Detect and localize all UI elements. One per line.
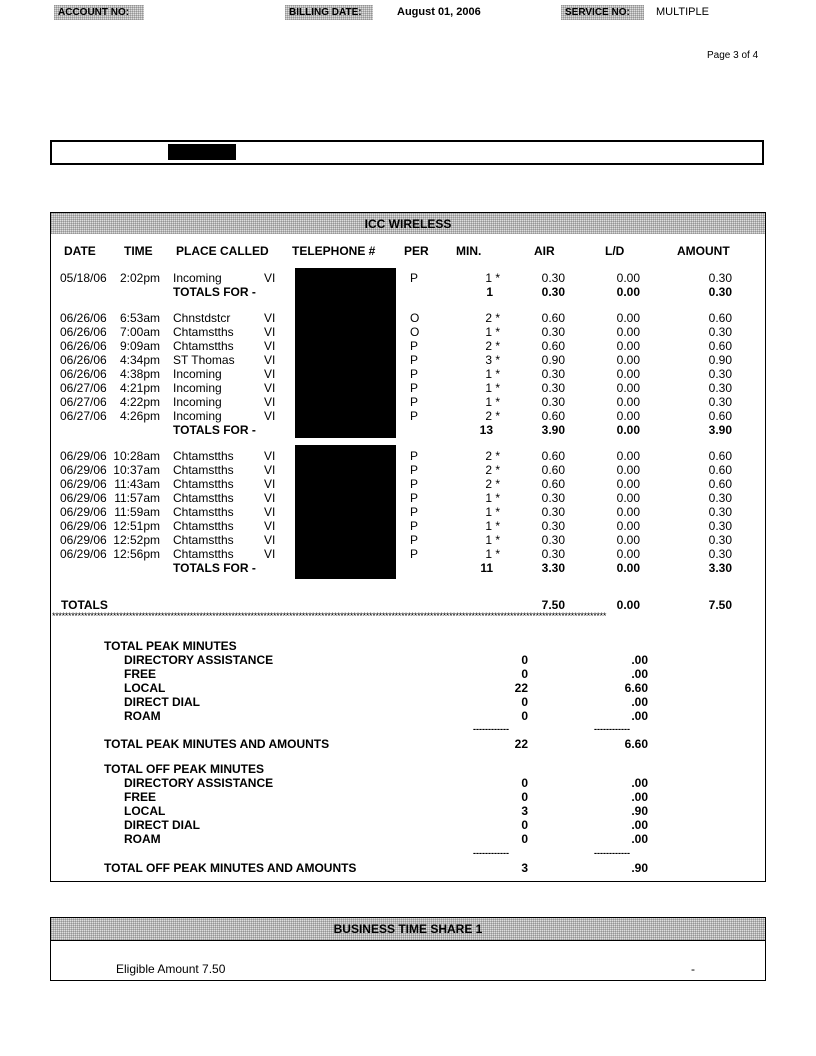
call-amount: 0.30 <box>708 505 732 519</box>
call-minutes: 1 * <box>485 505 500 519</box>
call-state: VI <box>264 547 276 561</box>
call-ld: 0.00 <box>616 409 640 423</box>
call-amount: 0.30 <box>708 395 732 409</box>
service-no-value: MULTIPLE <box>656 6 709 18</box>
call-time: 4:22pm <box>119 395 160 409</box>
offpeak-item-min: 0 <box>521 832 528 846</box>
peak-item-amt: .00 <box>631 709 648 723</box>
call-air: 0.60 <box>541 477 565 491</box>
grand-totals-ld: 0.00 <box>616 598 640 612</box>
call-place: Chtamstths <box>173 505 234 519</box>
call-place: Chtamstths <box>173 491 234 505</box>
group-totals-label: TOTALS FOR - <box>173 285 256 299</box>
eligible-mark: - <box>691 962 695 976</box>
call-amount: 0.30 <box>708 533 732 547</box>
call-time: 4:26pm <box>119 409 160 423</box>
call-minutes: 1 * <box>485 381 500 395</box>
section-title: ICC WIRELESS <box>364 217 452 231</box>
peak-item-label: FREE <box>124 667 157 681</box>
call-minutes: 1 * <box>485 547 500 561</box>
call-time: 4:34pm <box>119 353 160 367</box>
call-minutes: 1 * <box>485 325 500 339</box>
offpeak-item-amt: .00 <box>631 818 648 832</box>
call-time: 10:37am <box>113 463 160 477</box>
peak-total-amt: 6.60 <box>624 737 648 751</box>
account-no-label: ACCOUNT NO: <box>54 5 144 20</box>
group-totals-air: 0.30 <box>541 285 565 299</box>
group-totals-amount: 0.30 <box>708 285 732 299</box>
offpeak-item-amt: .00 <box>631 790 648 804</box>
call-state: VI <box>264 353 276 367</box>
call-amount: 0.60 <box>708 311 732 325</box>
service-no-label: SERVICE NO: <box>561 5 644 20</box>
call-date: 06/27/06 <box>60 409 107 423</box>
peak-item-min: 0 <box>521 667 528 681</box>
telephone-redacted <box>295 268 396 300</box>
peak-item-amt: 6.60 <box>624 681 648 695</box>
call-place: Incoming <box>173 409 222 423</box>
billing-date-label: BILLING DATE: <box>285 5 373 20</box>
call-air: 0.60 <box>541 339 565 353</box>
call-period: P <box>410 491 419 505</box>
group-totals-label: TOTALS FOR - <box>173 561 256 575</box>
call-amount: 0.30 <box>708 381 732 395</box>
call-minutes: 2 * <box>485 311 500 325</box>
col-ld: L/D <box>605 244 625 258</box>
offpeak-item-min: 0 <box>521 790 528 804</box>
call-date: 06/26/06 <box>60 325 107 339</box>
call-date: 06/26/06 <box>60 339 107 353</box>
call-place: Chtamstths <box>173 463 234 477</box>
call-ld: 0.00 <box>616 311 640 325</box>
group-totals-air: 3.90 <box>541 423 565 437</box>
call-ld: 0.00 <box>616 449 640 463</box>
peak-total-label: TOTAL PEAK MINUTES AND AMOUNTS <box>104 737 330 751</box>
call-period: P <box>410 409 419 423</box>
call-time: 11:57am <box>114 491 160 505</box>
call-date: 06/27/06 <box>60 395 107 409</box>
call-minutes: 2 * <box>485 449 500 463</box>
call-time: 2:02pm <box>119 271 160 285</box>
call-date: 06/27/06 <box>60 381 107 395</box>
offpeak-amt-dash: ------------ <box>594 848 630 858</box>
call-ld: 0.00 <box>616 519 640 533</box>
call-period: P <box>410 477 419 491</box>
offpeak-item-label: ROAM <box>124 832 161 846</box>
call-amount: 0.30 <box>708 547 732 561</box>
call-amount: 0.30 <box>708 271 732 285</box>
col-per: PER <box>404 244 429 258</box>
call-ld: 0.00 <box>616 547 640 561</box>
call-amount: 0.60 <box>708 449 732 463</box>
grand-totals-amount: 7.50 <box>708 598 732 612</box>
call-air: 0.30 <box>541 325 565 339</box>
call-state: VI <box>264 491 276 505</box>
call-time: 12:52pm <box>113 533 160 547</box>
call-date: 06/29/06 <box>60 477 107 491</box>
call-period: P <box>410 353 419 367</box>
call-time: 4:38pm <box>119 367 160 381</box>
group-totals-min: 1 <box>486 285 493 299</box>
call-state: VI <box>264 449 276 463</box>
call-amount: 0.30 <box>708 519 732 533</box>
call-minutes: 2 * <box>485 463 500 477</box>
offpeak-item-label: DIRECT DIAL <box>124 818 200 832</box>
call-ld: 0.00 <box>616 339 640 353</box>
call-amount: 0.60 <box>708 463 732 477</box>
call-state: VI <box>264 505 276 519</box>
call-air: 0.30 <box>541 533 565 547</box>
call-state: VI <box>264 477 276 491</box>
call-place: Chtamstths <box>173 325 234 339</box>
group-totals-ld: 0.00 <box>616 561 640 575</box>
call-state: VI <box>264 533 276 547</box>
call-air: 0.30 <box>541 381 565 395</box>
call-period: P <box>410 505 419 519</box>
call-period: P <box>410 367 419 381</box>
call-date: 05/18/06 <box>60 271 107 285</box>
call-place: Incoming <box>173 395 222 409</box>
call-air: 0.60 <box>541 463 565 477</box>
call-minutes: 1 * <box>485 367 500 381</box>
col-time: TIME <box>124 244 153 258</box>
col-date: DATE <box>64 244 96 258</box>
offpeak-item-min: 0 <box>521 818 528 832</box>
call-state: VI <box>264 339 276 353</box>
call-place: Chtamstths <box>173 519 234 533</box>
call-air: 0.60 <box>541 409 565 423</box>
offpeak-item-min: 3 <box>521 804 528 818</box>
page-number: Page 3 of 4 <box>707 50 759 61</box>
group-totals-amount: 3.90 <box>708 423 732 437</box>
call-minutes: 1 * <box>485 395 500 409</box>
call-time: 11:59am <box>114 505 160 519</box>
call-period: P <box>410 339 419 353</box>
group-totals-ld: 0.00 <box>616 423 640 437</box>
offpeak-min-dash: ------------ <box>473 848 509 858</box>
call-amount: 0.60 <box>708 409 732 423</box>
call-minutes: 1 * <box>485 491 500 505</box>
offpeak-item-amt: .90 <box>631 804 648 818</box>
call-place: Incoming <box>173 271 222 285</box>
call-place: ST Thomas <box>173 353 235 367</box>
call-amount: 0.90 <box>708 353 732 367</box>
offpeak-item-min: 0 <box>521 776 528 790</box>
call-minutes: 2 * <box>485 409 500 423</box>
call-place: Chnstdstcr <box>173 311 231 325</box>
grand-totals-air: 7.50 <box>541 598 565 612</box>
col-telephone: TELEPHONE # <box>292 244 376 258</box>
offpeak-item-amt: .00 <box>631 776 648 790</box>
call-state: VI <box>264 381 276 395</box>
call-air: 0.30 <box>541 505 565 519</box>
call-minutes: 2 * <box>485 339 500 353</box>
call-state: VI <box>264 325 276 339</box>
call-place: Incoming <box>173 381 222 395</box>
group-totals-amount: 3.30 <box>708 561 732 575</box>
peak-item-label: DIRECT DIAL <box>124 695 200 709</box>
call-date: 06/29/06 <box>60 505 107 519</box>
offpeak-item-label: LOCAL <box>124 804 166 818</box>
call-date: 06/29/06 <box>60 463 107 477</box>
call-ld: 0.00 <box>616 367 640 381</box>
call-place: Incoming <box>173 367 222 381</box>
peak-item-min: 0 <box>521 695 528 709</box>
account-no-redacted <box>168 144 236 160</box>
peak-title: TOTAL PEAK MINUTES <box>104 639 237 653</box>
call-place: Chtamstths <box>173 547 234 561</box>
call-amount: 0.60 <box>708 339 732 353</box>
offpeak-total-min: 3 <box>521 861 528 875</box>
call-place: Chtamstths <box>173 339 234 353</box>
peak-item-label: ROAM <box>124 709 161 723</box>
call-place: Chtamstths <box>173 533 234 547</box>
call-state: VI <box>264 519 276 533</box>
call-period: P <box>410 533 419 547</box>
call-place: Chtamstths <box>173 477 234 491</box>
grand-totals-label: TOTALS <box>61 598 108 612</box>
offpeak-total-amt: .90 <box>631 861 648 875</box>
col-min: MIN. <box>456 244 482 258</box>
business-title: BUSINESS TIME SHARE 1 <box>333 922 483 936</box>
telephone-redacted <box>295 300 396 438</box>
call-minutes: 3 * <box>485 353 500 367</box>
group-totals-ld: 0.00 <box>616 285 640 299</box>
call-period: O <box>410 325 420 339</box>
call-air: 0.30 <box>541 367 565 381</box>
offpeak-item-amt: .00 <box>631 832 648 846</box>
call-time: 7:00am <box>119 325 160 339</box>
call-state: VI <box>264 463 276 477</box>
call-ld: 0.00 <box>616 533 640 547</box>
peak-item-min: 22 <box>514 681 528 695</box>
call-period: P <box>410 395 419 409</box>
call-ld: 0.00 <box>616 463 640 477</box>
star-separator: ***************************************************************************************************************************************************************************** <box>52 611 607 621</box>
call-state: VI <box>264 409 276 423</box>
group-totals-air: 3.30 <box>541 561 565 575</box>
call-minutes: 1 * <box>485 519 500 533</box>
call-state: VI <box>264 271 276 285</box>
group-totals-label: TOTALS FOR - <box>173 423 256 437</box>
call-period: P <box>410 271 419 285</box>
call-air: 0.60 <box>541 449 565 463</box>
account-header-bar <box>50 140 764 165</box>
call-amount: 0.30 <box>708 367 732 381</box>
call-date: 06/29/06 <box>60 449 107 463</box>
call-air: 0.30 <box>541 395 565 409</box>
call-ld: 0.00 <box>616 353 640 367</box>
call-time: 6:53am <box>119 311 160 325</box>
peak-item-min: 0 <box>521 709 528 723</box>
call-minutes: 2 * <box>485 477 500 491</box>
call-minutes: 1 * <box>485 533 500 547</box>
billing-date-value: August 01, 2006 <box>397 6 481 18</box>
peak-amt-dash: ------------ <box>594 724 630 734</box>
call-time: 10:28am <box>113 449 160 463</box>
call-ld: 0.00 <box>616 505 640 519</box>
peak-total-min: 22 <box>514 737 528 751</box>
call-amount: 0.30 <box>708 325 732 339</box>
call-period: O <box>410 311 420 325</box>
col-place-called: PLACE CALLED <box>176 244 269 258</box>
call-air: 0.60 <box>541 311 565 325</box>
peak-item-label: LOCAL <box>124 681 166 695</box>
call-time: 12:51pm <box>113 519 160 533</box>
call-state: VI <box>264 395 276 409</box>
offpeak-item-label: FREE <box>124 790 157 804</box>
group-totals-min: 13 <box>479 423 493 437</box>
call-date: 06/29/06 <box>60 491 107 505</box>
call-place: Chtamstths <box>173 449 234 463</box>
call-ld: 0.00 <box>616 395 640 409</box>
call-amount: 0.30 <box>708 491 732 505</box>
call-air: 0.90 <box>541 353 565 367</box>
peak-item-amt: .00 <box>631 653 648 667</box>
peak-min-dash: ------------ <box>473 724 509 734</box>
call-ld: 0.00 <box>616 271 640 285</box>
call-time: 11:43am <box>114 477 160 491</box>
call-date: 06/26/06 <box>60 353 107 367</box>
call-ld: 0.00 <box>616 491 640 505</box>
peak-item-label: DIRECTORY ASSISTANCE <box>124 653 274 667</box>
call-date: 06/29/06 <box>60 519 107 533</box>
peak-item-min: 0 <box>521 653 528 667</box>
call-ld: 0.00 <box>616 325 640 339</box>
group-totals-min: 11 <box>480 561 493 575</box>
call-air: 0.30 <box>541 271 565 285</box>
call-time: 12:56pm <box>113 547 160 561</box>
call-minutes: 1 * <box>485 271 500 285</box>
call-air: 0.30 <box>541 491 565 505</box>
call-air: 0.30 <box>541 547 565 561</box>
telephone-redacted <box>295 445 396 579</box>
call-date: 06/29/06 <box>60 547 107 561</box>
peak-item-amt: .00 <box>631 667 648 681</box>
call-date: 06/26/06 <box>60 367 107 381</box>
peak-item-amt: .00 <box>631 695 648 709</box>
offpeak-total-label: TOTAL OFF PEAK MINUTES AND AMOUNTS <box>104 861 357 875</box>
call-state: VI <box>264 311 276 325</box>
eligible-amount: Eligible Amount 7.50 <box>116 962 226 976</box>
col-amount: AMOUNT <box>677 244 730 258</box>
call-date: 06/26/06 <box>60 311 107 325</box>
offpeak-item-label: DIRECTORY ASSISTANCE <box>124 776 274 790</box>
col-air: AIR <box>534 244 555 258</box>
call-period: P <box>410 547 419 561</box>
call-time: 9:09am <box>119 339 160 353</box>
call-amount: 0.60 <box>708 477 732 491</box>
call-air: 0.30 <box>541 519 565 533</box>
call-period: P <box>410 449 419 463</box>
call-ld: 0.00 <box>616 381 640 395</box>
call-period: P <box>410 519 419 533</box>
call-date: 06/29/06 <box>60 533 107 547</box>
call-time: 4:21pm <box>119 381 160 395</box>
offpeak-title: TOTAL OFF PEAK MINUTES <box>104 762 265 776</box>
call-period: P <box>410 463 419 477</box>
call-state: VI <box>264 367 276 381</box>
call-period: P <box>410 381 419 395</box>
call-ld: 0.00 <box>616 477 640 491</box>
